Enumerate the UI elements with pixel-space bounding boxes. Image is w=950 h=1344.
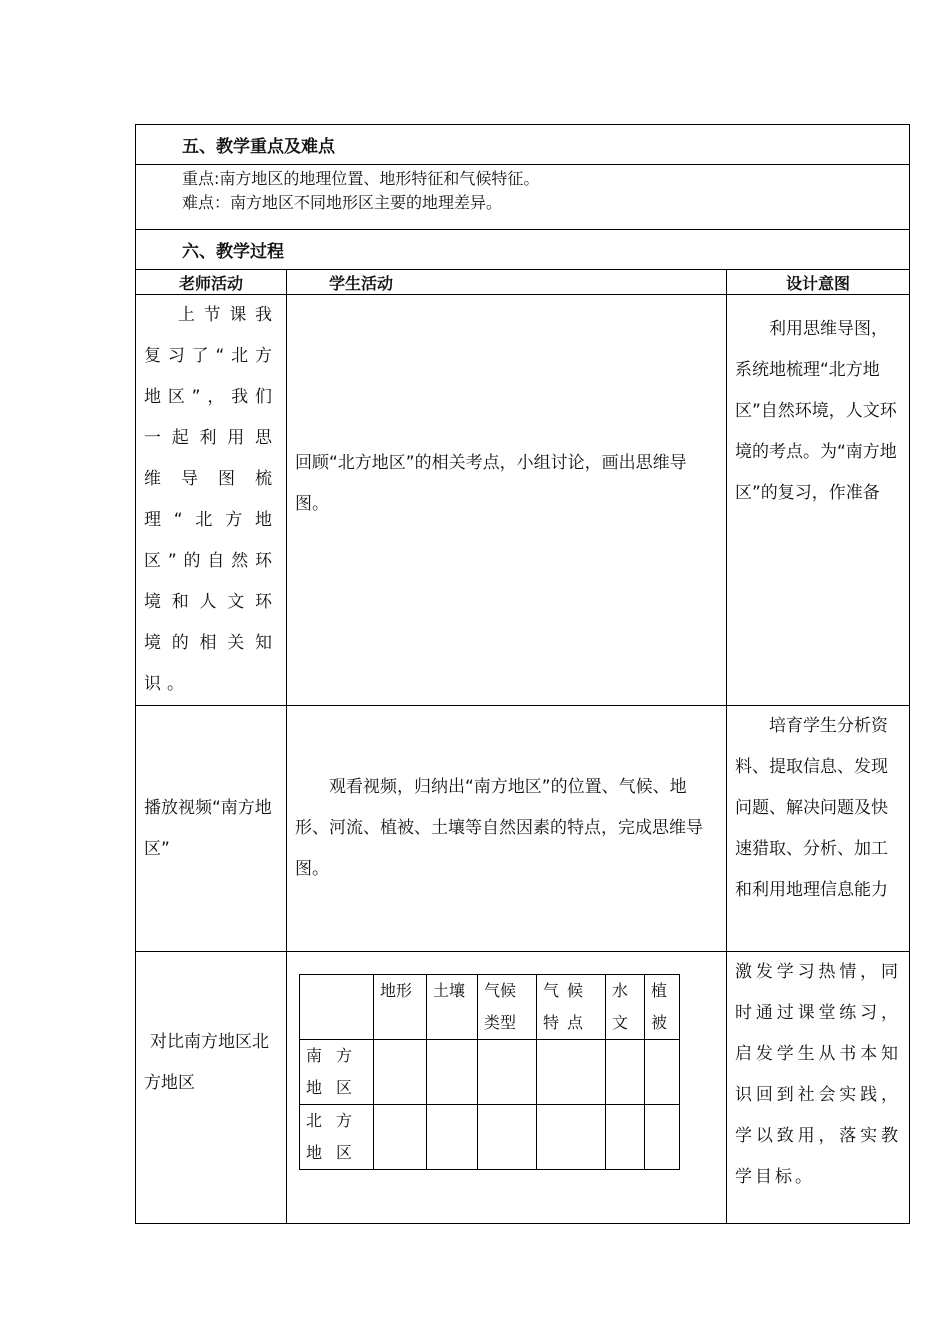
compare-table — [299, 974, 680, 1170]
compare-cell — [374, 1040, 427, 1105]
compare-cell — [537, 1105, 606, 1170]
section6-title: 六、教学过程 — [136, 230, 910, 270]
row3-student — [287, 952, 727, 1224]
row2-student: 观看视频，归纳出“南方地区”的位置、气候、地形、河流、植被、土壤等自然因素的特点，完成思维导图。 — [287, 706, 727, 952]
compare-header-soil: 土壤 — [427, 975, 478, 1040]
compare-row-north-label: 北方地区 — [300, 1105, 374, 1170]
lesson-plan-table — [135, 124, 910, 1224]
compare-cell — [606, 1105, 645, 1170]
compare-header-vegetation: 植被 — [645, 975, 680, 1040]
section5-title: 五、教学重点及难点 — [136, 125, 910, 165]
row1-design: 利用思维导图，系统地梳理“北方地区”自然环境，人文环境的考点。为“南方地区”的复习，作准备 — [727, 295, 910, 706]
compare-cell — [645, 1040, 680, 1105]
difficulty-text: 难点：南方地区不同地形区主要的地理差异。 — [182, 193, 503, 212]
compare-header-climate-type: 气候类型 — [478, 975, 537, 1040]
compare-header-blank — [300, 975, 374, 1040]
compare-row-south-label: 南方地区 — [300, 1040, 374, 1105]
compare-header-landform: 地形 — [374, 975, 427, 1040]
compare-cell — [537, 1040, 606, 1105]
compare-header-climate-feature: 气候特点 — [537, 975, 606, 1040]
compare-cell — [478, 1040, 537, 1105]
col-header-student: 学生活动 — [287, 270, 727, 295]
compare-cell — [427, 1105, 478, 1170]
key-points-cell — [136, 165, 910, 230]
col-header-teacher: 老师活动 — [136, 270, 287, 295]
row2-design: 培育学生分析资料、提取信息、发现问题、解决问题及快速猎取、分析、加工和利用地理信息能力 — [727, 706, 910, 952]
compare-cell — [478, 1105, 537, 1170]
col-header-design: 设计意图 — [727, 270, 910, 295]
row3-teacher: 对比南方地区北方地区 — [136, 952, 287, 1224]
row1-student: 回顾“北方地区”的相关考点，小组讨论，画出思维导图。 — [287, 295, 727, 706]
row3-design: 激发学习热情，同时通过课堂练习，启发学生从书本知识回到社会实践，学以致用，落实教学目标。 — [727, 952, 910, 1224]
row2-teacher: 播放视频“南方地区” — [136, 706, 287, 952]
compare-header-hydrology: 水文 — [606, 975, 645, 1040]
compare-cell — [374, 1105, 427, 1170]
compare-cell — [645, 1105, 680, 1170]
compare-cell — [606, 1040, 645, 1105]
focus-text: 重点:南方地区的地理位置、地形特征和气候特征。 — [182, 169, 540, 188]
compare-cell — [427, 1040, 478, 1105]
row1-teacher: 上节课我复习了“北方地区”，我们一起利用思维导图梳理“北方地区”的自然环境和人文环境的相关知识。 — [136, 295, 287, 706]
